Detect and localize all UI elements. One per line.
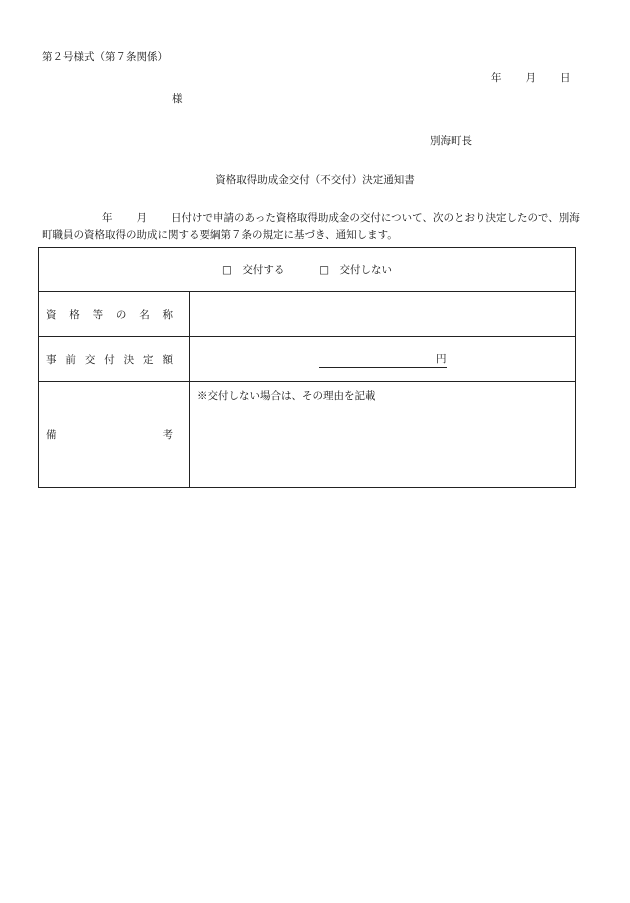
decision-row [39, 248, 576, 292]
remarks-note: ※交付しない場合は、その理由を記載 [197, 390, 376, 402]
qualification-name-row [39, 292, 576, 337]
decision-table [38, 247, 576, 488]
amount-yen-unit: 円 [319, 351, 447, 368]
date-line [491, 70, 571, 85]
decided-amount-field[interactable] [190, 337, 576, 382]
body-month: 月 [136, 212, 147, 224]
date-year: 年 [491, 72, 502, 84]
body-year: 年 [102, 212, 113, 224]
remarks-field[interactable] [190, 382, 576, 488]
date-month: 月 [525, 72, 536, 84]
addressee-suffix: 様 [172, 93, 183, 105]
form-number: 第２号様式（第７条関係） [42, 51, 168, 63]
body-paragraph [42, 210, 588, 244]
date-day: 日 [560, 72, 571, 84]
qualification-name-field[interactable] [190, 292, 576, 337]
grant-checkbox-option[interactable]: □ 交付する [221, 264, 285, 276]
issuer: 別海町長 [430, 135, 472, 147]
decided-amount-label: 事 前 交 付 決 定 額 [39, 337, 190, 382]
body-text: 日付けで申請のあった資格取得助成金の交付について、次のとおり決定したので、別海町職員の資格取得の助成に関する要綱第７条の規定に基づき、通知します。 [42, 212, 580, 241]
remarks-label: 備 考 [39, 382, 190, 488]
no-grant-checkbox-option[interactable]: □ 交付しない [319, 264, 393, 276]
decision-options [39, 248, 576, 292]
qualification-name-label: 資 格 等 の 名 称 [39, 292, 190, 337]
decided-amount-row [39, 337, 576, 382]
remarks-row [39, 382, 576, 488]
document-title: 資格取得助成金交付（不交付）決定通知書 [215, 174, 415, 186]
